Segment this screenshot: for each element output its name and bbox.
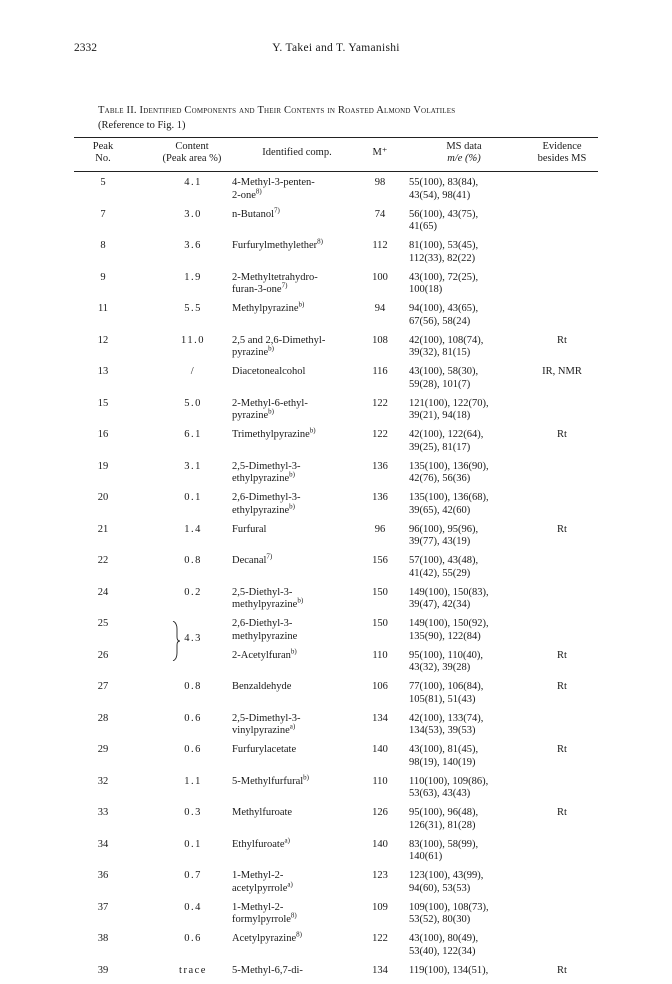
peak-number-cell: 37: [97, 901, 109, 913]
identified-comp-cell: 1-Methyl-2- formylpyrrole$^{8)}$: [232, 901, 297, 925]
identified-comp-cell: Methylpyrazine$^{b)}$: [232, 300, 305, 314]
identified-comp-cell: Furfural: [232, 523, 267, 535]
molecular-ion-cell: 74: [374, 208, 386, 220]
molecular-ion-cell: 126: [372, 807, 388, 818]
content-cell: 5.5: [184, 303, 202, 314]
peak-number-cell: 38: [97, 933, 109, 944]
table-row: [74, 366, 598, 398]
table-row: [74, 552, 598, 587]
reference-mark: b): [268, 344, 274, 353]
reference-mark: 8): [317, 237, 323, 246]
peak-number-cell: 12: [97, 334, 109, 346]
identified-comp-cell: 2-Methyltetrahydro- furan-3-one$^{7)}$: [232, 271, 318, 295]
ms-data-cell: 121(100), 122(70), 39(21), 94(18): [409, 397, 489, 421]
reference-mark: 8): [296, 930, 302, 939]
ms-data-cell: 119(100), 134(51),: [409, 964, 489, 976]
molecular-ion-cell: 134: [372, 964, 388, 976]
identified-comp-cell: Acetylpyrazine$^{8)}$: [232, 930, 302, 944]
molecular-ion-cell: 140: [372, 838, 388, 850]
identified-comp-cell: 4-Methyl-3-penten- 2-one$^{8)}$: [232, 177, 315, 201]
ms-data-cell: 94(100), 43(65), 67(56), 58(24): [409, 303, 479, 327]
content-cell: 1.1: [184, 775, 202, 787]
ms-data-cell: 135(100), 136(90), 42(76), 56(36): [409, 460, 489, 484]
header-peak: Peak No.: [92, 141, 114, 164]
molecular-ion-cell: 122: [372, 933, 388, 944]
content-cell: 0.7: [184, 870, 202, 881]
reference-mark: 7): [266, 552, 273, 561]
table-reference: (Reference to Fig. 1): [98, 120, 186, 131]
table-row: [74, 524, 598, 556]
header-ms-data: MS data m/e (%): [446, 141, 482, 164]
table-row: [74, 902, 598, 934]
reference-mark: b): [289, 470, 295, 479]
content-cell: 0.3: [184, 807, 202, 818]
reference-mark: a): [284, 836, 290, 844]
table-row: [74, 206, 598, 241]
ms-data-cell: 42(100), 133(74), 134(53), 39(53): [409, 712, 484, 736]
header-m-plus: M⁺: [372, 147, 388, 158]
ms-data-cell: 83(100), 58(99), 140(61): [409, 838, 479, 862]
molecular-ion-cell: 98: [374, 177, 386, 188]
evidence-cell: Rt: [557, 523, 567, 535]
molecular-ion-cell: 134: [372, 712, 388, 724]
ms-data-cell: 43(100), 72(25), 100(18): [409, 271, 479, 295]
molecular-ion-cell: 100: [372, 271, 388, 283]
identified-comp-cell: Methylfuroate: [232, 807, 293, 818]
evidence-cell: IR, NMR: [542, 366, 582, 377]
molecular-ion-cell: 122: [372, 397, 388, 409]
molecular-ion-cell: 136: [372, 460, 388, 472]
content-cell: 1.9: [184, 271, 202, 283]
table-body: [74, 177, 598, 984]
reference-mark: b): [303, 773, 309, 781]
content-cell: 0.4: [184, 901, 202, 913]
page-number: 2332: [74, 42, 97, 54]
content-cell: 6.1: [184, 429, 202, 440]
molecular-ion-cell: 106: [372, 681, 388, 692]
peak-number-cell: 25: [97, 618, 109, 629]
identified-comp-cell: 2,5-Dimethyl-3- ethylpyrazine$^{b)}$: [232, 460, 301, 484]
table-row: [74, 300, 598, 335]
peak-number-cell: 36: [97, 870, 109, 881]
content-cell: 3.1: [184, 460, 202, 472]
ms-data-cell: 42(100), 108(74), 39(32), 81(15): [409, 334, 484, 358]
reference-mark: 7): [281, 281, 288, 290]
peak-number-cell: 5: [100, 177, 106, 188]
table-row: [74, 681, 598, 713]
identified-comp-cell: Benzaldehyde: [232, 681, 292, 692]
header-rule: [74, 171, 598, 172]
reference-mark: b): [289, 502, 295, 510]
identified-comp-cell: 2,5-Diethyl-3- methylpyrazine$^{b)}$: [232, 586, 304, 610]
identified-comp-cell: Diacetonealcohol: [232, 366, 306, 377]
evidence-cell: Rt: [557, 681, 567, 692]
evidence-cell: Rt: [557, 334, 567, 346]
peak-number-cell: 16: [97, 429, 109, 440]
peak-number-cell: 8: [100, 240, 106, 251]
molecular-ion-cell: 150: [372, 618, 388, 629]
table-row: [74, 272, 598, 304]
peak-number-cell: 29: [97, 744, 109, 755]
molecular-ion-cell: 110: [372, 775, 388, 787]
content-cell: 0.8: [184, 555, 202, 566]
ms-data-cell: 123(100), 43(99), 94(60), 53(53): [409, 870, 484, 894]
header-content: Content (Peak area %): [162, 141, 222, 164]
content-cell: 0.6: [184, 744, 202, 755]
table-row: [74, 461, 598, 493]
reference-mark: b): [309, 426, 316, 435]
evidence-cell: Rt: [557, 649, 567, 661]
identified-comp-cell: Furfurylmethylether$^{8)}$: [232, 237, 323, 251]
content-cell: trace: [179, 964, 207, 976]
ms-data-cell: 109(100), 108(73), 53(52), 80(30): [409, 901, 489, 925]
reference-mark: a): [289, 722, 296, 731]
table-caption: [98, 103, 598, 133]
peak-number-cell: 34: [97, 838, 109, 850]
content-cell: 5.0: [184, 397, 202, 409]
content-cell: 0.8: [184, 681, 202, 692]
content-cell: 3.6: [184, 240, 202, 251]
table-row: [74, 237, 598, 272]
identified-comp-cell: 2-Methyl-6-ethyl- pyrazine$^{b)}$: [232, 397, 308, 421]
reference-mark: a): [287, 880, 293, 888]
content-cell: /: [190, 366, 196, 377]
ms-data-cell: 43(100), 81(45), 98(19), 140(19): [409, 744, 479, 768]
table-row: [74, 713, 598, 745]
peak-number-cell: 19: [97, 460, 109, 472]
identified-comp-cell: n-Butanol$^{7)}$: [232, 206, 280, 220]
running-title: Y. Takei and T. Yamanishi: [272, 42, 400, 54]
identified-comp-cell: 2,5 and 2,6-Dimethyl- pyrazine$^{b)}$: [232, 334, 326, 358]
peak-number-cell: 7: [100, 208, 106, 220]
molecular-ion-cell: 122: [372, 429, 388, 440]
peak-number-cell: 11: [97, 303, 109, 314]
page-header: [74, 42, 598, 58]
peak-number-cell: 28: [97, 712, 109, 724]
reference-mark: 7): [274, 206, 280, 214]
molecular-ion-cell: 94: [374, 303, 386, 314]
table-row: [74, 492, 598, 524]
reference-mark: b): [268, 407, 274, 416]
ms-data-cell: 43(100), 80(49), 53(40), 122(34): [409, 933, 479, 957]
molecular-ion-cell: 116: [372, 366, 388, 377]
evidence-cell: Rt: [557, 744, 567, 755]
peak-number-cell: 33: [97, 807, 109, 818]
table-row: [74, 177, 598, 209]
content-cell: 11.0: [181, 334, 205, 346]
molecular-ion-cell: 150: [372, 586, 388, 598]
molecular-ion-cell: 109: [372, 901, 388, 913]
content-cell: 0.6: [184, 933, 202, 944]
content-cell: 0.1: [184, 492, 202, 503]
identified-comp-cell: Ethylfuroate$^{a)}$: [232, 836, 290, 850]
reference-mark: b): [290, 647, 297, 655]
peak-number-cell: 13: [97, 366, 109, 377]
ms-data-cell: 135(100), 136(68), 39(65), 42(60): [409, 492, 489, 516]
ms-data-cell: 55(100), 83(84), 43(54), 98(41): [409, 177, 479, 201]
table-row: [74, 426, 598, 461]
ms-data-cell: 81(100), 53(45), 112(33), 82(22): [409, 240, 479, 264]
table-row: [74, 647, 598, 682]
peak-number-cell: 9: [100, 271, 106, 283]
molecular-ion-cell: 136: [372, 492, 388, 503]
table-row: [74, 587, 598, 619]
molecular-ion-cell: 123: [372, 870, 388, 881]
ms-data-cell: 43(100), 58(30), 59(28), 101(7): [409, 366, 479, 390]
identified-comp-cell: Furfurylacetate: [232, 744, 297, 755]
molecular-ion-cell: 96: [374, 523, 386, 535]
reference-mark: b): [298, 300, 305, 309]
reference-mark: b): [297, 596, 304, 605]
peak-number-cell: 22: [97, 555, 109, 566]
table-row: [74, 870, 598, 902]
ms-data-cell: 149(100), 150(92), 135(90), 122(84): [409, 618, 489, 642]
ms-data-cell: 95(100), 110(40), 43(32), 39(28): [409, 649, 483, 673]
molecular-ion-cell: 110: [372, 649, 388, 661]
peak-number-cell: 20: [97, 492, 109, 503]
identified-comp-cell: 5-Methyl-6,7-di-: [232, 964, 303, 976]
identified-comp-cell: Trimethylpyrazine$^{b)}$: [232, 426, 316, 440]
content-cell: 4.3: [184, 633, 202, 644]
molecular-ion-cell: 156: [372, 555, 388, 566]
peak-number-cell: 39: [97, 964, 109, 976]
table-row: [74, 965, 598, 984]
table-header-row: [74, 141, 598, 167]
ms-data-cell: 149(100), 150(83), 39(47), 42(34): [409, 586, 489, 610]
ms-data-cell: 110(100), 109(86), 53(63), 43(43): [409, 775, 489, 799]
peak-number-cell: 24: [97, 586, 109, 598]
content-cell: 0.6: [184, 712, 202, 724]
table-row: [74, 773, 598, 808]
header-evidence: Evidence besides MS: [537, 141, 587, 164]
content-cell: 1.4: [184, 523, 202, 535]
ms-data-cell: 77(100), 106(84), 105(81), 51(43): [409, 681, 484, 705]
ms-data-cell: 95(100), 96(48), 126(31), 81(28): [409, 807, 479, 831]
table-row: [74, 335, 598, 367]
ms-data-cell: 56(100), 43(75), 41(65): [409, 208, 479, 232]
identified-comp-cell: 2,6-Dimethyl-3- ethylpyrazine$^{b)}$: [232, 492, 301, 516]
identified-comp-cell: Decanal$^{7)}$: [232, 552, 273, 566]
content-cell: 4.1: [184, 177, 202, 188]
reference-mark: 8): [290, 911, 297, 920]
identified-comp-cell: 1-Methyl-2- acetylpyrrole$^{a)}$: [232, 870, 293, 894]
peak-number-cell: 15: [97, 397, 109, 409]
molecular-ion-cell: 108: [372, 334, 388, 346]
table-row: [74, 836, 598, 871]
ms-data-cell: 96(100), 95(96), 39(77), 43(19): [409, 523, 479, 547]
content-cell: 3.0: [184, 208, 202, 220]
molecular-ion-cell: 140: [372, 744, 388, 755]
evidence-cell: Rt: [557, 429, 567, 440]
evidence-cell: Rt: [557, 807, 567, 818]
identified-comp-cell: 5-Methylfurfural$^{b)}$: [232, 773, 309, 787]
ms-data-cell: 42(100), 122(64), 39(25), 81(17): [409, 429, 484, 453]
reference-mark: 8): [255, 187, 262, 195]
content-cell: 0.2: [184, 586, 202, 598]
molecular-ion-cell: 112: [372, 240, 388, 251]
table-title: Table II. Identified Components and Their Contents in Roasted Almond Volatiles: [98, 105, 456, 116]
peak-number-cell: 26: [97, 649, 109, 661]
peak-number-cell: 21: [97, 523, 109, 535]
header-identified-comp: Identified comp.: [262, 147, 332, 158]
identified-comp-cell: 2,6-Diethyl-3- methylpyrazine: [232, 618, 298, 642]
identified-comp-cell: 2-Acetylfuran$^{b)}$: [232, 647, 297, 661]
ms-data-cell: 57(100), 43(48), 41(42), 55(29): [409, 555, 479, 579]
identified-comp-cell: 2,5-Dimethyl-3- vinylpyrazine$^{a)}$: [232, 712, 301, 736]
table-row: [74, 618, 598, 650]
components-table: [74, 137, 598, 984]
content-cell: 0.1: [184, 838, 202, 850]
evidence-cell: Rt: [557, 964, 567, 976]
top-rule: [74, 137, 598, 138]
table-row: [74, 398, 598, 430]
peak-number-cell: 32: [97, 775, 109, 787]
table-row: [74, 744, 598, 776]
table-row: [74, 807, 598, 839]
peak-number-cell: 27: [97, 681, 109, 692]
